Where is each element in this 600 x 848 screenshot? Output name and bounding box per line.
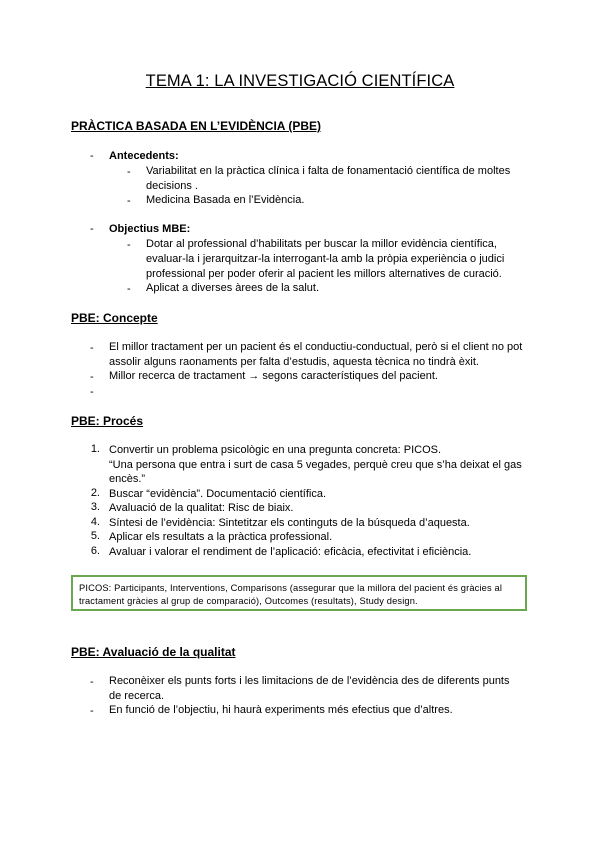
list-number: 5. xyxy=(90,530,100,542)
list-item: Síntesi de l’evidència: Sintetitzar els continguts de la búsqueda d’aquesta. xyxy=(109,517,470,529)
bullet-dash: - xyxy=(90,150,94,162)
bullet-dash: - xyxy=(127,239,131,251)
page-title: TEMA 1: LA INVESTIGACIÓ CIENTÍFICA xyxy=(145,72,455,90)
section-heading-concepte: PBE: Concepte xyxy=(71,311,158,325)
list-item: professional per poder oferir al pacient les millors alternatives de curació. xyxy=(146,268,502,280)
list-item: “Una persona que entra i surt de casa 5 vegades, perquè creu que s’ha deixat el gas xyxy=(109,459,522,471)
bullet-dash: - xyxy=(127,195,131,207)
objectius-label: Objectius MBE: xyxy=(109,223,191,235)
list-item: Aplicat a diverses àrees de la salut. xyxy=(146,282,320,294)
bullet-dash: - xyxy=(127,283,131,295)
bullet-dash: - xyxy=(90,386,94,398)
picos-note-text xyxy=(79,582,521,608)
list-number: 3. xyxy=(90,501,100,513)
section-heading-proces: PBE: Procés xyxy=(71,414,144,428)
section-heading-avaluacio: PBE: Avaluació de la qualitat xyxy=(71,645,236,659)
list-item: En funció de l’objectiu, hi haurà experiments més efectius que d’altres. xyxy=(109,704,453,716)
list-item: Medicina Basada en l’Evidència. xyxy=(146,194,305,206)
list-item: Avaluació de la qualitat: Risc de biaix. xyxy=(109,502,294,514)
bullet-dash: - xyxy=(90,342,94,354)
picos-note-box xyxy=(71,575,527,611)
list-item: Variabilitat en la pràctica clínica i falta de fonamentació científica de moltes xyxy=(146,165,511,177)
list-item: decisions . xyxy=(146,180,198,192)
list-item: de recerca. xyxy=(109,690,165,702)
list-number: 4. xyxy=(90,516,100,528)
bullet-dash: - xyxy=(90,705,94,717)
list-number: 2. xyxy=(90,487,100,499)
list-item: encès.” xyxy=(109,473,146,485)
picos-note-line: PICOS: Participants, Interventions, Comparisons (assegurar que la millora del pacient és gràcies al xyxy=(79,583,503,593)
bullet-dash: - xyxy=(90,676,94,688)
list-item: Aplicar els resultats a la pràctica professional. xyxy=(109,531,333,543)
list-item: El millor tractament per un pacient és el conductiu-conductual, però si el client no pot xyxy=(109,341,523,353)
list-number: 6. xyxy=(90,545,100,557)
bullet-dash: - xyxy=(127,166,131,178)
list-item: Buscar “evidència”. Documentació científica. xyxy=(109,488,327,500)
list-item: evaluar-la i jerarquitzar-la interrogant-la amb la pròpia experiència o judici xyxy=(146,253,505,265)
list-item: Reconèixer els punts forts i les limitacions de de l’evidència des de diferents punts xyxy=(109,675,510,687)
picos-note-line: tractament gràcies al grup de comparació), Outcomes (resultats), Study design. xyxy=(79,596,418,606)
list-item: Millor recerca de tractament → segons característiques del pacient. xyxy=(109,370,438,382)
list-number: 1. xyxy=(90,443,100,455)
bullet-dash: - xyxy=(90,371,94,383)
bullet-dash: - xyxy=(90,223,94,235)
list-item: Avaluar i valorar el rendiment de l’aplicació: eficàcia, efectivitat i eficiència. xyxy=(109,546,472,558)
list-item: Convertir un problema psicològic en una pregunta concreta: PICOS. xyxy=(109,444,442,456)
list-item: Dotar al professional d’habilitats per buscar la millor evidència científica, xyxy=(146,238,497,250)
antecedents-label: Antecedents: xyxy=(109,150,179,162)
section-heading-pbe: PRÀCTICA BASADA EN L’EVIDÈNCIA (PBE) xyxy=(71,119,322,133)
list-item: assolir alguns raonaments per falta d’estudis, aquesta tècnica no tindrà èxit. xyxy=(109,356,479,368)
